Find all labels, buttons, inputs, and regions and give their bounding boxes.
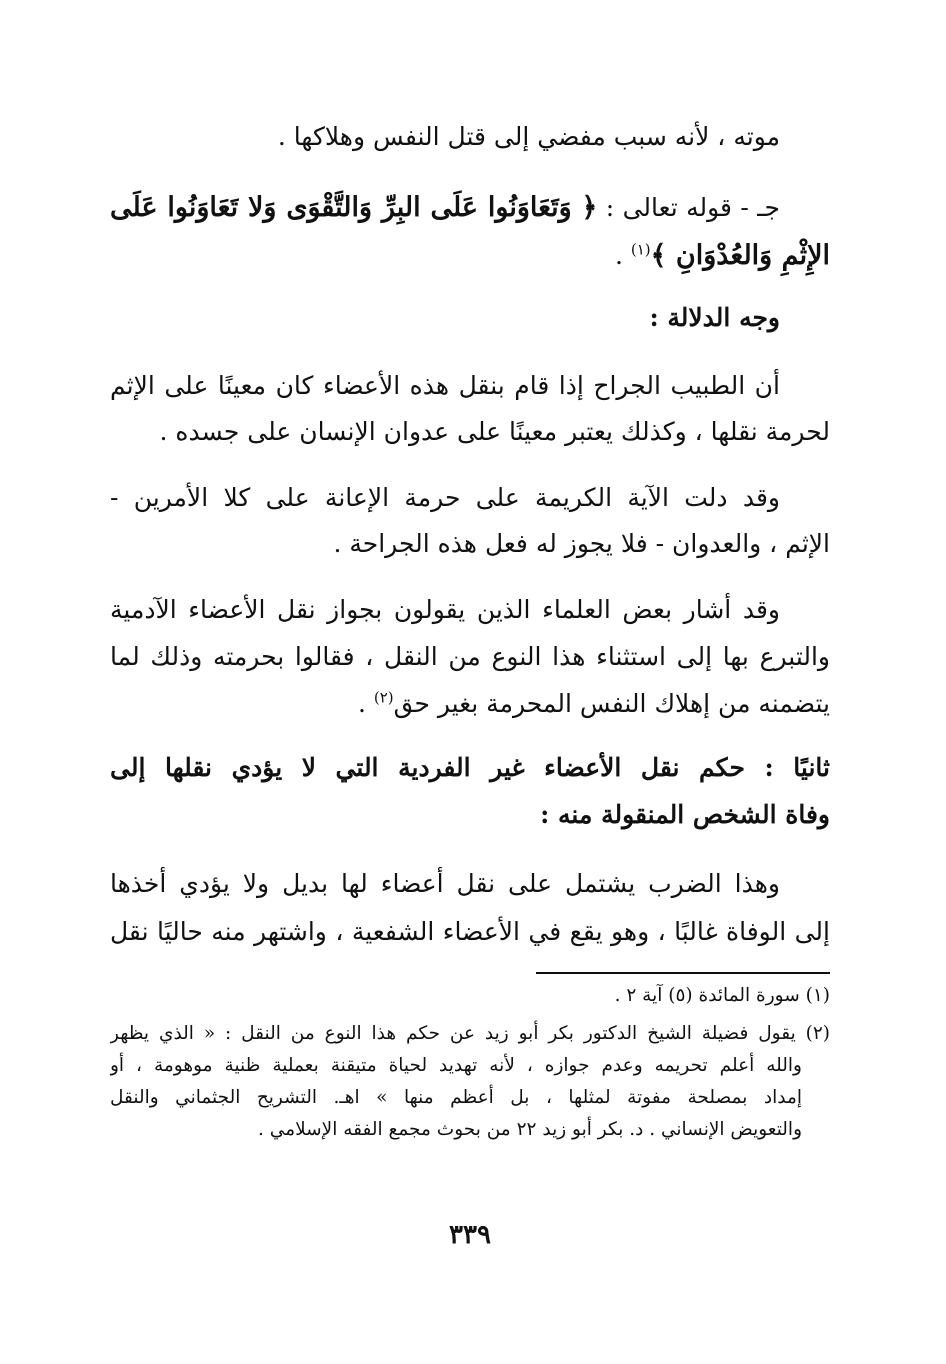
body-line-1 bbox=[110, 115, 830, 159]
section-heading-second-line-1: ثانيًا : حكم نقل الأعضاء غير الفردية التي لا يؤدي نقلها إلى bbox=[110, 753, 830, 782]
paragraph-1-line-2: لحرمة نقلها ، وكذلك يعتبر معينًا على عدوان الإنسان على جسده . bbox=[159, 417, 830, 446]
paragraph-3-line-3: يتضمنه من إهلاك النفس المحرمة بغير حق$^{(٢)}$ . bbox=[357, 688, 830, 718]
paragraph-2-line-1: وقد دلت الآية الكريمة على حرمة الإعانة على كلا الأمرين - bbox=[110, 483, 780, 512]
paragraph-1-line-1: أن الطبيب الجراح إذا قام بنقل هذه الأعضاء كان معينًا على الإثم bbox=[110, 371, 780, 400]
paragraph-4-line-1: وهذا الضرب يشتمل على نقل أعضاء لها بديل ولا يؤدي أخذها bbox=[110, 869, 780, 898]
paragraph-3-line-1: وقد أشار بعض العلماء الذين يقولون بجواز نقل الأعضاء الآدمية bbox=[110, 595, 780, 624]
page-number: ٣٣٩ bbox=[449, 1220, 491, 1250]
footnote-2-line-3: إمداد بمصلحة مفوتة لمثلها ، بل أعظم منها » اهـ. التشريح الجثماني والنقل bbox=[110, 1087, 802, 1108]
footnote-2-line-2: والله أعلم تحريمه وعدم جوازه ، لأنه تهديد لحياة متيقنة بعملية ظنية موهومة ، أو bbox=[110, 1055, 802, 1076]
section-heading-second-line-2: وفاة الشخص المنقولة منه : bbox=[540, 800, 830, 829]
section-heading-evidence: وجه الدلالة : bbox=[649, 303, 780, 332]
footnote-1: (١) سورة المائدة (٥) آية ٢ . bbox=[614, 985, 830, 1006]
quran-verse-line-2: الإِثْمِ وَالعُدْوَانِ ﴾$^{(١)}$ . bbox=[614, 240, 830, 271]
footnote-ref-2: (٢) bbox=[373, 688, 394, 707]
book-page bbox=[110, 110, 830, 1310]
footnote-2-line-1: (٢) يقول فضيلة الشيخ الدكتور بكر أبو زيد عن حكم هذا النوع من النقل : « الذي يظهر bbox=[110, 1023, 830, 1044]
quran-verse-end: الإِثْمِ وَالعُدْوَانِ ﴾ bbox=[650, 240, 830, 271]
paragraph-3-line-2: والتبرع بها إلى استثناء هذا النوع من النقل ، فقالوا بحرمته وذلك لما bbox=[110, 642, 830, 671]
quran-verse-line-1 bbox=[110, 186, 830, 230]
footnote-ref-1: (١) bbox=[630, 240, 651, 259]
verse-intro: جـ - قوله تعالى : bbox=[597, 193, 780, 222]
footnote-2-line-4: والتعويض الإنساني . د. بكر أبو زيد ٢٢ من بحوث مجمع الفقه الإسلامي . bbox=[258, 1119, 802, 1140]
quran-verse: ﴿ وَتَعَاوَنُوا عَلَى البِرِّ وَالتَّقْوَى وَلا تَعَاوَنُوا عَلَى bbox=[110, 192, 598, 223]
body-text: موته ، لأنه سبب مفضي إلى قتل النفس وهلاكها . bbox=[277, 122, 780, 151]
paragraph-2-line-2: الإثم ، والعدوان - فلا يجوز له فعل هذه الجراحة . bbox=[333, 529, 830, 558]
footnote-separator bbox=[536, 972, 830, 974]
paragraph-4-line-2: إلى الوفاة غالبًا ، وهو يقع في الأعضاء الشفعية ، واشتهر منه حاليًا نقل bbox=[110, 917, 830, 946]
